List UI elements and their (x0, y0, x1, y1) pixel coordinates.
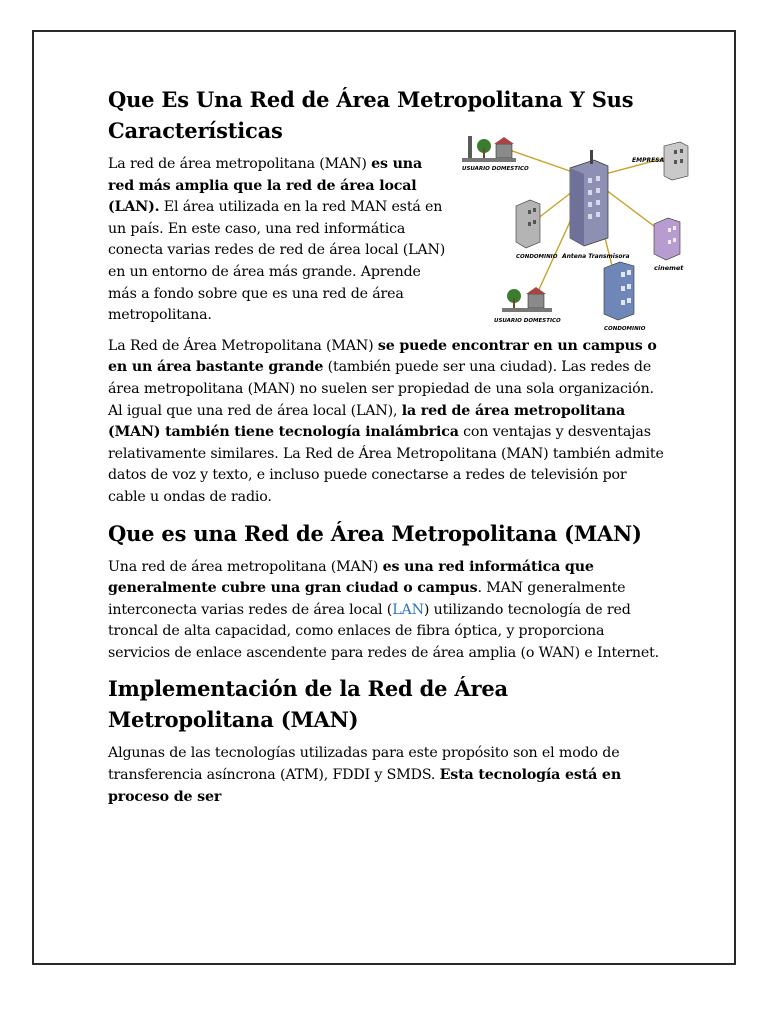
paragraph-definition (108, 557, 668, 665)
text-run: Una red de área metropolitana (MAN) (108, 558, 383, 575)
text-run: La red de área metropolitana (MAN) (108, 156, 372, 172)
text-run: . MAN generalmente interconecta varias redes de área local ( (108, 580, 626, 618)
cinemet-building-icon (654, 218, 680, 260)
condominium-left-icon (516, 200, 540, 248)
home-user-bottom-icon (502, 287, 552, 312)
heading-implementacion: Implementación de la Red de Área Metropolitana (MAN) (108, 676, 508, 733)
home-user-top-icon (462, 136, 516, 162)
central-building-icon (570, 150, 608, 246)
bold-text: es una red informática que generalmente cubre una gran ciudad o campus (108, 558, 594, 597)
intro-section (108, 154, 684, 332)
diagram-label-antena: Antena Transmisora (562, 253, 630, 260)
paragraph-implementation (108, 743, 668, 808)
text-run: La Red de Área Metropolitana (MAN) (108, 337, 378, 354)
diagram-label-usuario-bottom: USUARIO DOMESTICO (494, 318, 561, 324)
diagram-label-condominio-left: CONDOMINIO (516, 254, 558, 260)
diagram-label-empresa: EMPRESA (632, 157, 665, 164)
heading-que-es-red: Que es una Red de Área Metropolitana (MAN) (108, 520, 642, 546)
diagram-label-condominio-bottom: CONDOMINIO (604, 326, 646, 332)
diagram-label-usuario-top: USUARIO DOMESTICO (462, 166, 529, 172)
bold-text: la red de área metropolitana (MAN) también tiene tecnología inalámbrica (108, 402, 626, 441)
text-run: con ventajas y desventajas relativamente similares. La Red de Área Metropolitana (MAN) también admite datos de voz y texto, e incluso puede conectarse a redes de televisión por cable u ondas de radio. (108, 424, 664, 505)
text-run: El área utilizada en la red MAN está en un país. En este caso, una red informática conecta varias redes de red de área local (LAN) en un entorno de área más grande. Aprende más a fondo sobre que es una red de área metropolitana. (108, 199, 446, 324)
bold-text: Esta tecnología está en proceso de ser (108, 767, 621, 805)
bold-text: se puede encontrar en un campus o en un área bastante grande (108, 337, 657, 376)
lan-link[interactable]: LAN (392, 601, 424, 618)
diagram-label-cinemet: cinemet (654, 264, 684, 272)
man-network-diagram (458, 134, 690, 334)
article (108, 84, 684, 817)
text-run: (también puede ser una ciudad). Las redes de área metropolitana (MAN) no suelen ser propiedad de una sola organización. Al igual que una red de área local (LAN), (108, 359, 654, 419)
paragraph-campus (108, 336, 668, 509)
bold-text: es una red más amplia que la red de área local (LAN). (108, 156, 422, 216)
text-run: Algunas de las tecnologías utilizadas para este propósito son el modo de transferencia asíncrona (ATM), FDDI y SMDS. (108, 745, 620, 784)
heading-que-es-man: Que Es Una Red de Área Metropolitana Y Sus Características (108, 87, 634, 143)
condominium-bottom-icon (604, 262, 634, 320)
company-building-icon (664, 142, 688, 180)
text-run: ) utilizando tecnología de red troncal de alta capacidad, como enlaces de fibra óptica, y proporciona servicios de enlace ascendente para redes de área amplia (o WAN) e Internet. (108, 601, 660, 661)
